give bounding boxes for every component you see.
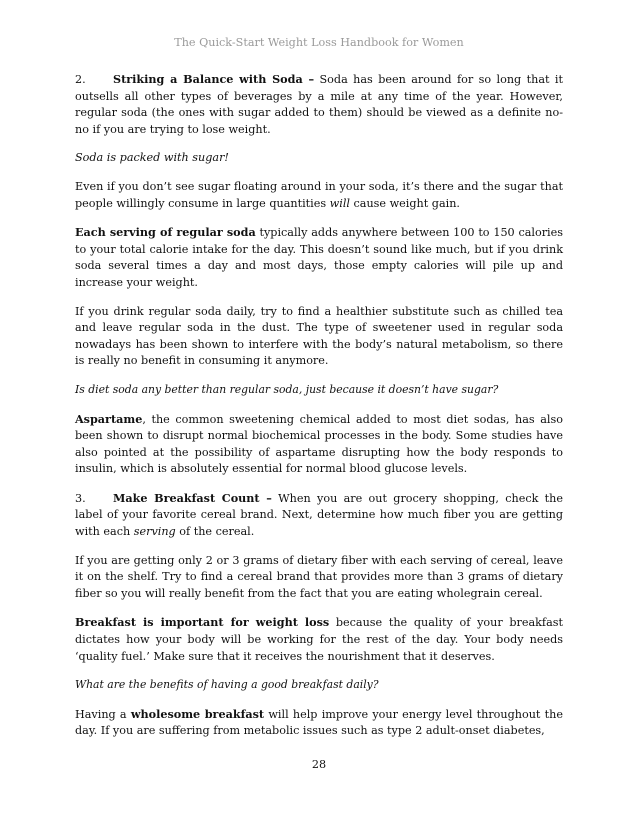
paragraph-substitute bbox=[75, 304, 563, 370]
paragraph-question-breakfast bbox=[75, 677, 563, 694]
paragraph-breakfast-important bbox=[75, 614, 563, 665]
paragraph-text: Soda has been around for so long that it outsells all other types of beverages by a mile at any time of the year. However, regular soda (the ones with sugar added to them) should be viewed as a definite no-no if you are trying to lose weight. bbox=[75, 73, 564, 136]
emphasis-text: will bbox=[329, 196, 350, 210]
italic-question: Is diet soda any better than regular soda, just because it doesn’t have sugar? bbox=[75, 382, 499, 396]
paragraph-text: , the common sweetening chemical added to most diet sodas, has also been shown to disrupt normal biochemical processes in the body. Some studies have also pointed at the possibility of aspartame disrupting how the body responds to insulin, which is absolutely essential for normal blood glucose levels. bbox=[75, 412, 563, 476]
section-heading: Striking a Balance with Soda – bbox=[113, 72, 315, 86]
paragraph-text: because the quality of your breakfast dictates how your body will be working for the rest of the day. Your body needs ‘quality fuel.’ Make sure that it receives the nourishment that it deserves. bbox=[75, 616, 563, 663]
paragraph-text: If you are getting only 2 or 3 grams of dietary fiber with each serving of cereal, leave it on the shelf. Try to find a cereal brand that provides more than 3 grams of dietary fiber so you will really benefit from the fact that you are eating wholegrain cereal. bbox=[75, 553, 563, 600]
paragraph-text: will help improve your energy level throughout the day. If you are suffering from metabolic issues such as type 2 adult-onset diabetes, bbox=[75, 707, 563, 738]
list-number: 2. bbox=[75, 73, 86, 86]
paragraph-text: If you drink regular soda daily, try to find a healthier substitute such as chilled tea and leave regular soda in the dust. The type of sweetener used in regular soda nowadays has been shown to interfere with the body’s natural metabolism, so there is really no benefit in consuming it anymore. bbox=[75, 304, 563, 368]
list-number: 3. bbox=[75, 491, 86, 505]
paragraph-wholesome bbox=[75, 706, 563, 740]
paragraph-sugar bbox=[75, 179, 563, 212]
page-number: 28 bbox=[311, 758, 327, 771]
italic-question: What are the benefits of having a good breakfast daily? bbox=[75, 678, 379, 692]
bold-lead: Each serving of regular soda bbox=[75, 225, 256, 240]
paragraph-text: When you are out grocery shopping, check the label of your favorite cereal brand. Next, determine how much fiber you are getting with each bbox=[75, 491, 563, 539]
bold-lead: Aspartame bbox=[75, 411, 143, 426]
running-header: The Quick-Start Weight Loss Handbook for Women bbox=[174, 36, 464, 49]
bold-lead: wholesome breakfast bbox=[130, 706, 265, 721]
paragraph-aspartame bbox=[75, 411, 563, 478]
page-content bbox=[75, 71, 563, 752]
paragraph-text: typically adds anywhere between 100 to 150 calories to your total calorie intake for the day. This doesn’t sound like much, but if you drink soda several times a day and most days, those empty calories will pile up and increase your weight. bbox=[75, 226, 563, 289]
bold-lead: Breakfast is important for weight loss bbox=[75, 615, 330, 630]
paragraph-text: cause weight gain. bbox=[349, 196, 460, 210]
paragraph-text: of the cereal. bbox=[175, 525, 255, 539]
paragraph-breakfast-count bbox=[75, 490, 563, 541]
paragraph-text: Even if you don’t see sugar floating around in your soda, it’s there and the sugar that people willingly consume in large quantities bbox=[75, 179, 563, 210]
italic-subheading: Soda is packed with sugar! bbox=[75, 151, 229, 165]
section-heading: Make Breakfast Count – bbox=[113, 490, 272, 505]
emphasis-text: serving bbox=[133, 525, 176, 539]
paragraph-fiber bbox=[75, 553, 563, 603]
paragraph-question-diet-soda bbox=[75, 382, 563, 399]
paragraph-serving bbox=[75, 224, 563, 291]
paragraph-text: Having a bbox=[75, 707, 131, 721]
paragraph-subheading bbox=[75, 150, 563, 167]
paragraph-soda-balance bbox=[75, 71, 563, 138]
